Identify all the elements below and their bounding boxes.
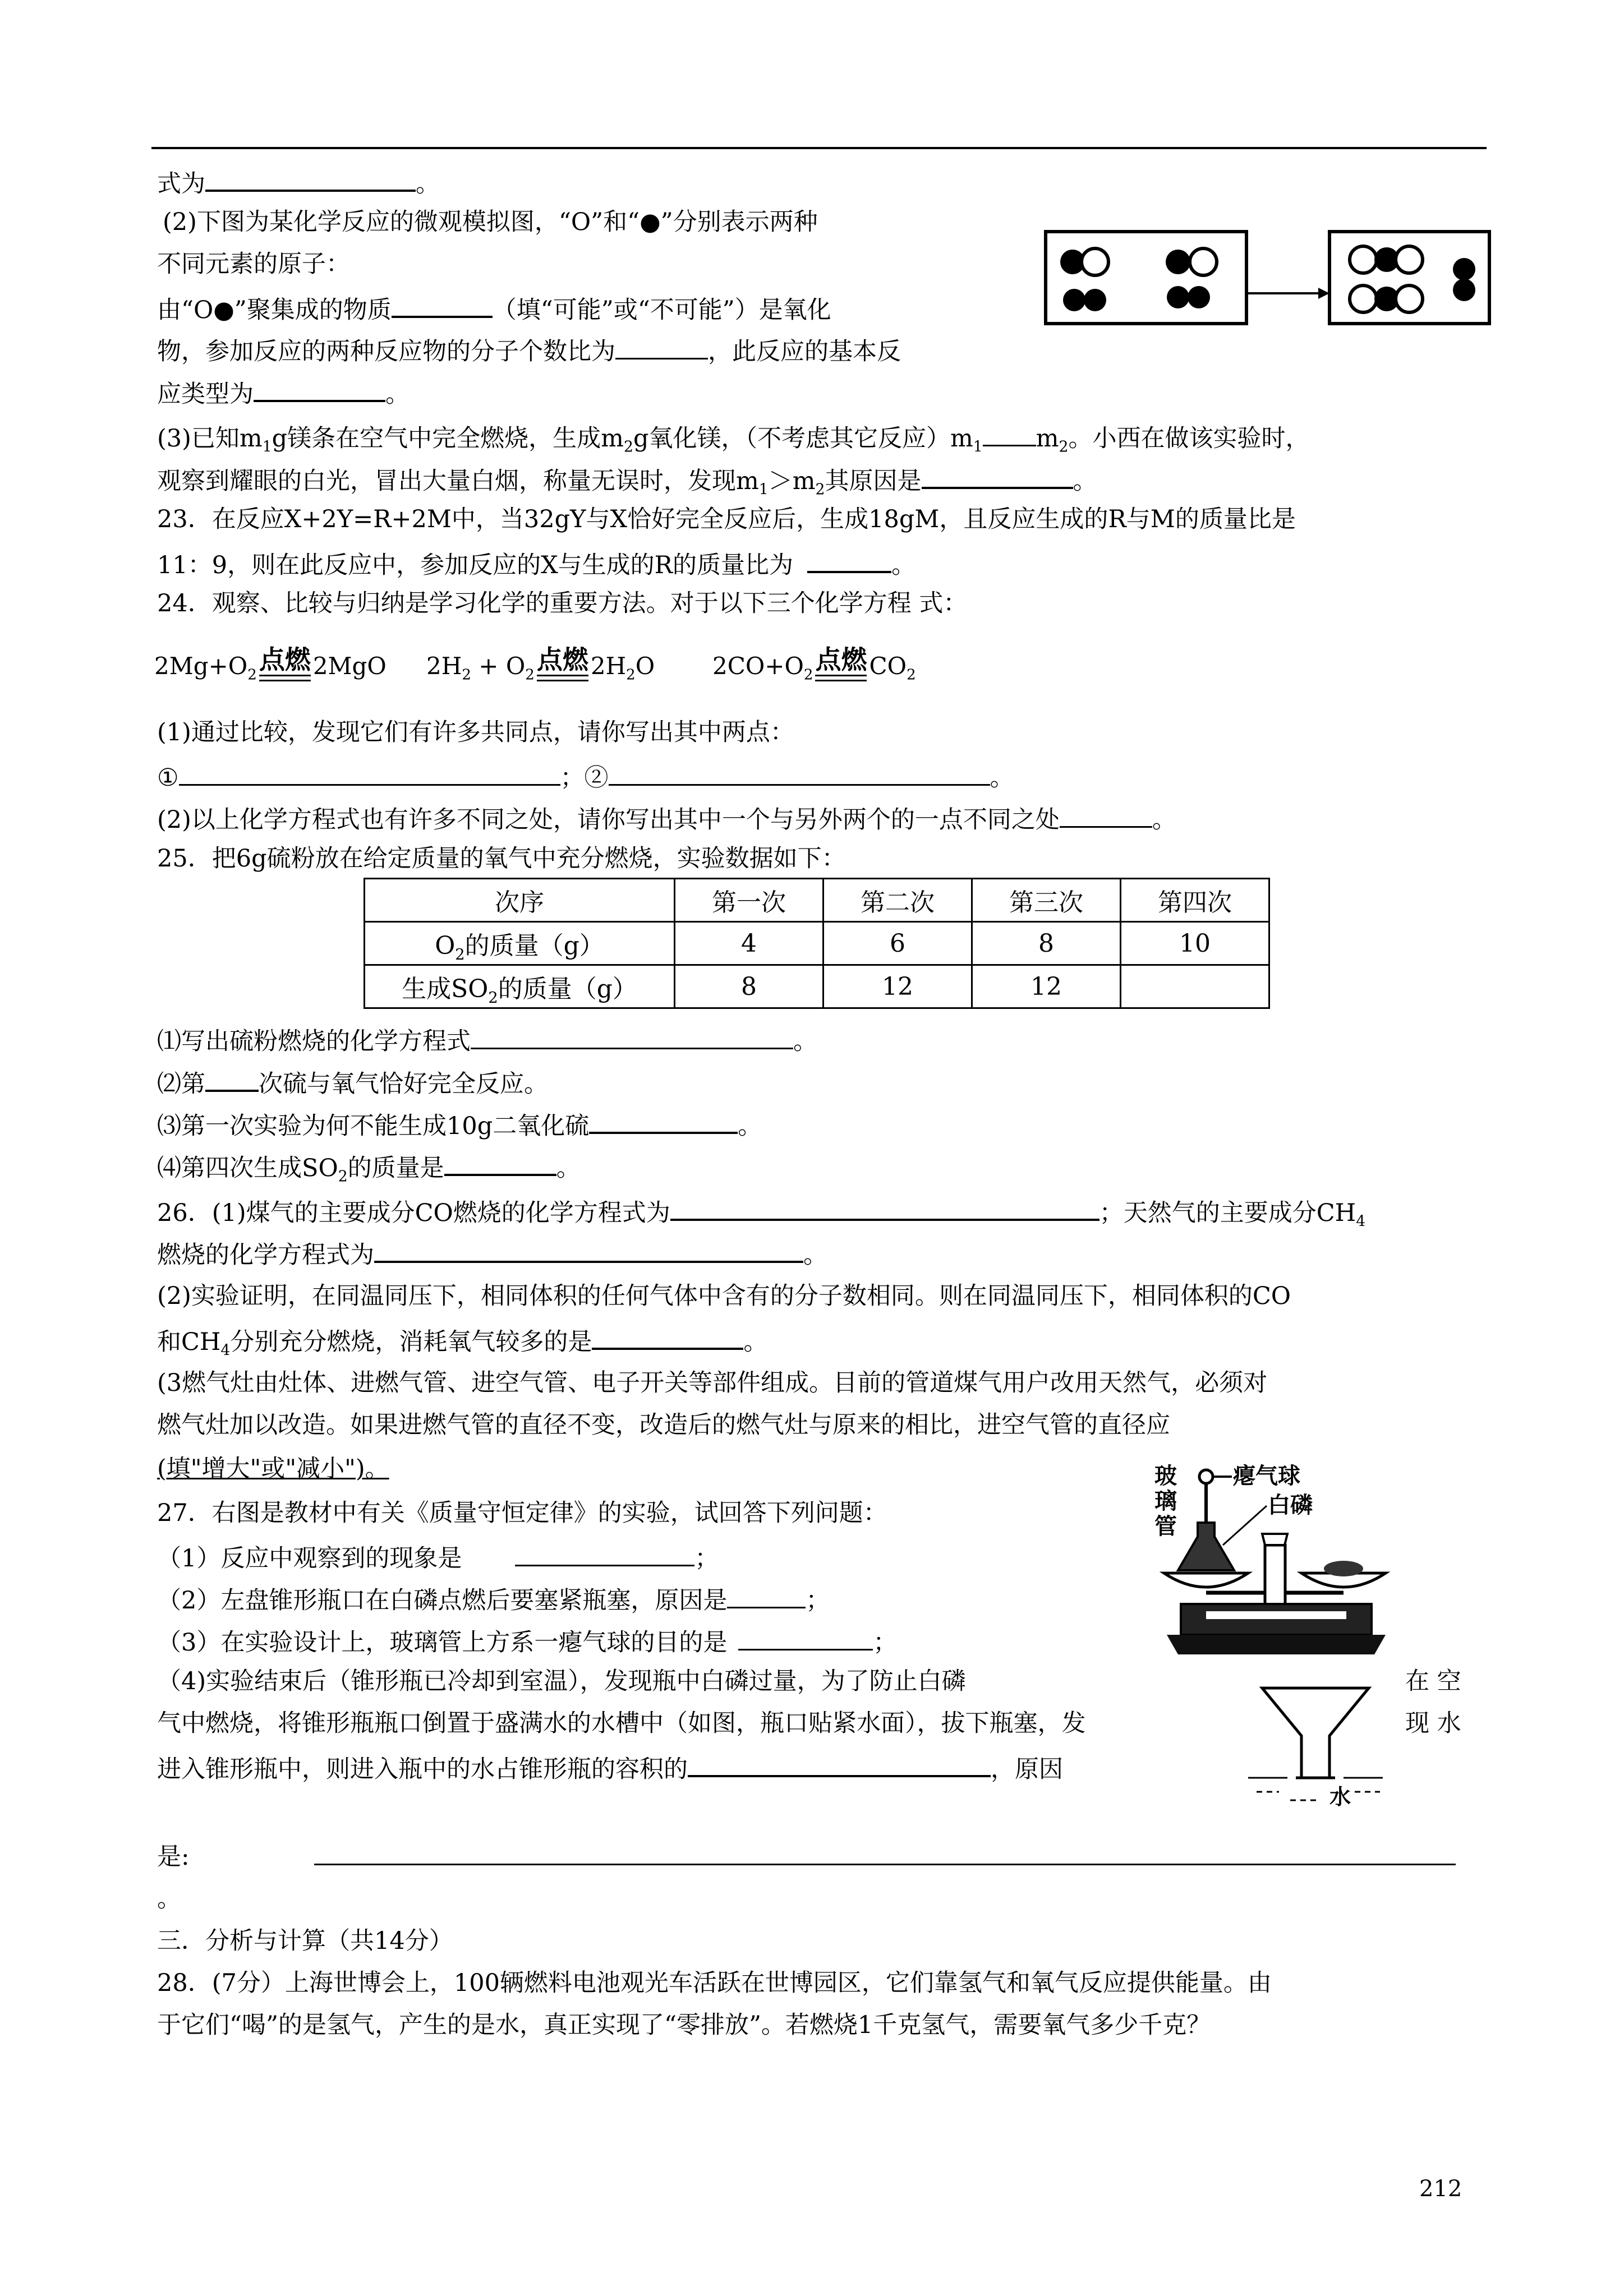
- text-line: ⑶第一次实验为何不能生成10g二氧化硫 。: [157, 1110, 762, 1138]
- label-white-phosphorus: 白磷: [1268, 1492, 1313, 1518]
- label-balloon: 瘪气球: [1233, 1463, 1300, 1489]
- answer-blank[interactable]: [738, 1628, 873, 1650]
- text-line: （2）左盘锥形瓶口在白磷点燃后要塞紧瓶塞，原因是 ；: [157, 1587, 830, 1615]
- text-line: (2)下图为某化学反应的微观模拟图，“O”和“●”分别表示两种: [163, 208, 818, 236]
- table-header-row: [365, 879, 1269, 922]
- condition-mark: 点燃: [537, 652, 588, 678]
- text-line: 和$CH_4$分别充分燃烧，消耗氧气较多的是 。: [157, 1326, 767, 1354]
- table-cell: 第二次: [823, 879, 972, 922]
- table-cell: 8: [675, 965, 823, 1008]
- answer-blank[interactable]: [374, 1239, 803, 1263]
- table-cell: 12: [823, 965, 972, 1008]
- condition-mark: 点燃: [259, 652, 311, 678]
- table-cell[interactable]: [1121, 965, 1269, 1008]
- answer-blank[interactable]: [609, 763, 990, 786]
- molecule-reaction-diagram: [1043, 222, 1492, 334]
- text-line: (填"增大"或"减小")。: [157, 1455, 389, 1483]
- table-cell: 第四次: [1121, 879, 1269, 922]
- text-line: (2)以上化学方程式也有许多不同之处，请你写出其中一个与另外两个的一点不同之处 。: [157, 806, 1176, 834]
- text-line: 燃气灶加以改造。如果进燃气管的直径不变，改造后的燃气灶与原来的相比，进空气管的直径应: [157, 1411, 1170, 1439]
- answer-blank[interactable]: [444, 1152, 556, 1176]
- text-line: 式为 。: [157, 168, 440, 196]
- text-line: 于它们“喝”的是氢气，产生的是水，真正实现了“零排放”。若燃烧1千克氢气，需要氧气多少千克？: [157, 2011, 1211, 2039]
- section-title: 三．分析与计算（共14分）: [157, 1927, 453, 1955]
- answer-blank[interactable]: [615, 336, 708, 359]
- label-glass-tube: 管: [1154, 1514, 1177, 1539]
- question-27: 27．右图是教材中有关《质量守恒定律》的实验，试回答下列问题：: [157, 1499, 887, 1527]
- answer-blank[interactable]: [471, 1026, 793, 1049]
- question-28: 28．(7分）上海世博会上，100辆燃料电池观光车活跃在世博园区，它们靠氢气和氧气反应提供能量。由: [157, 1969, 1272, 1997]
- table-cell: 生成$SO_2$的质量（g）: [365, 965, 675, 1008]
- text-line: 观察到耀眼的白光，冒出大量白烟，称量无误时，发现$m_1>m_2$其原因是 。: [157, 465, 1097, 494]
- text-line: (1)通过比较，发现它们有许多共同点，请你写出其中两点：: [157, 718, 794, 746]
- answer-line[interactable]: [314, 1864, 1456, 1865]
- equation-3: $2CO+O_2$ 点燃 $CO_2$: [712, 644, 916, 684]
- table-cell: 第一次: [675, 879, 823, 922]
- answer-blank[interactable]: [392, 294, 493, 318]
- text-line: 气中燃烧，将锥形瓶瓶口倒置于盛满水的水槽中（如图，瓶口贴紧水面），拔下瓶塞，发: [157, 1709, 1086, 1737]
- equation-1: $2Mg+O_2$ 点燃 2MgO: [154, 644, 387, 684]
- question-26: 26．(1)煤气的主要成分CO燃烧的化学方程式为 ；天然气的主要成分$CH_4$: [157, 1197, 1365, 1225]
- text-line: ⑷第四次生成$SO_2$的质量是 。: [157, 1152, 581, 1181]
- answer-blank[interactable]: [922, 465, 1073, 489]
- page-number: 212: [1419, 2176, 1462, 2202]
- table-cell: 8: [972, 922, 1121, 965]
- answer-blank[interactable]: [670, 1197, 1099, 1221]
- question-24: 24．观察、比较与归纳是学习化学的重要方法。对于以下三个化学方程 式：: [157, 589, 968, 617]
- text-line: 是:: [157, 1843, 190, 1871]
- header-rule: [151, 147, 1487, 149]
- text-line: 物，参加反应的两种反应物的分子个数比为 ，此反应的基本反: [157, 338, 901, 366]
- text-line: 。: [157, 1885, 181, 1913]
- text-line: 进入锥形瓶中，则进入瓶中的水占锥形瓶的容积的 ，原因: [157, 1754, 1063, 1782]
- text-line: 不同元素的原子：: [157, 250, 350, 278]
- table-cell: 12: [972, 965, 1121, 1008]
- table-cell: 次序: [365, 879, 675, 922]
- answer-blank[interactable]: [205, 1068, 259, 1092]
- label-glass-tube: 璃: [1154, 1488, 1177, 1514]
- text-line: 由“O●”聚集成的物质 （填“可能”或“不可能”）是氧化: [157, 294, 831, 322]
- text-line: ⑵第 次硫与氧气恰好完全反应。: [157, 1068, 548, 1096]
- text-line: 11：9，则在此反应中，参加反应的X与生成的R的质量比为 。: [157, 550, 915, 578]
- answer-blank[interactable]: [727, 1585, 806, 1608]
- text-line: （3）在实验设计上，玻璃管上方系一瘪气球的目的是 ；: [157, 1629, 898, 1657]
- answer-blank[interactable]: [592, 1326, 743, 1350]
- question-23: 23．在反应X+2Y=R+2M中，当32gY与X恰好完全反应后，生成18gM，且反应生成的R与M的质量比是: [157, 505, 1296, 533]
- answer-blank[interactable]: [688, 1754, 991, 1777]
- text-line: 在 空: [1405, 1667, 1461, 1695]
- label-water: 水: [1329, 1785, 1351, 1809]
- answer-blank[interactable]: [1060, 805, 1152, 828]
- text-line: ⑴写出硫粉燃烧的化学方程式 。: [157, 1027, 817, 1055]
- table-row: [365, 922, 1269, 965]
- condition-mark: 点燃: [815, 652, 867, 678]
- text-line: (2)实验证明，在同温同压下，相同体积的任何气体中含有的分子数相同。则在同温同压下，相同体积的CO: [157, 1282, 1291, 1310]
- text-line: （1）反应中观察到的现象是 ；: [157, 1545, 719, 1573]
- experiment-data-table: [364, 878, 1270, 1009]
- table-row: [365, 965, 1269, 1008]
- table-cell: 10: [1121, 922, 1269, 965]
- text-line: ① ；② 。: [157, 764, 1014, 792]
- mass-conservation-apparatus: [1150, 1461, 1402, 1663]
- answer-blank[interactable]: [807, 550, 891, 573]
- table-cell: 6: [823, 922, 972, 965]
- text-line: (3燃气灶由灶体、进燃气管、进空气管、电子开关等部件组成。目前的管道煤气用户改用天然气，必须对: [157, 1369, 1268, 1397]
- inverted-flask-water-trough: [1245, 1680, 1386, 1814]
- answer-blank[interactable]: [254, 379, 385, 402]
- answer-blank[interactable]: [589, 1110, 738, 1134]
- answer-blank[interactable]: [983, 423, 1036, 446]
- text-line: （4)实验结束后（锥形瓶已冷却到室温），发现瓶中白磷过量，为了防止白磷: [157, 1667, 966, 1695]
- text-line: 现 水: [1405, 1709, 1461, 1737]
- equation-2: $2H_2 + O_2$ 点燃 $2H_2O$: [426, 644, 655, 684]
- table-cell: $O_2$的质量（g）: [365, 922, 675, 965]
- question-25: 25．把6g硫粉放在给定质量的氧气中充分燃烧，实验数据如下：: [157, 845, 846, 873]
- table-cell: 4: [675, 922, 823, 965]
- answer-blank[interactable]: [515, 1543, 694, 1566]
- text-line: 燃烧的化学方程式为 。: [157, 1239, 827, 1267]
- answer-blank[interactable]: [205, 168, 416, 192]
- answer-blank[interactable]: [179, 763, 560, 786]
- table-cell: 第三次: [972, 879, 1121, 922]
- text-line: 应类型为 。: [157, 379, 410, 407]
- text-line: (3)已知$m_1g$镁条在空气中完全燃烧，生成$m_2g$氧化镁，（不考虑其它反应）$m_1$ $m_2$。小西在做该实验时，: [157, 425, 1310, 456]
- label-glass-tube: 玻: [1154, 1463, 1177, 1489]
